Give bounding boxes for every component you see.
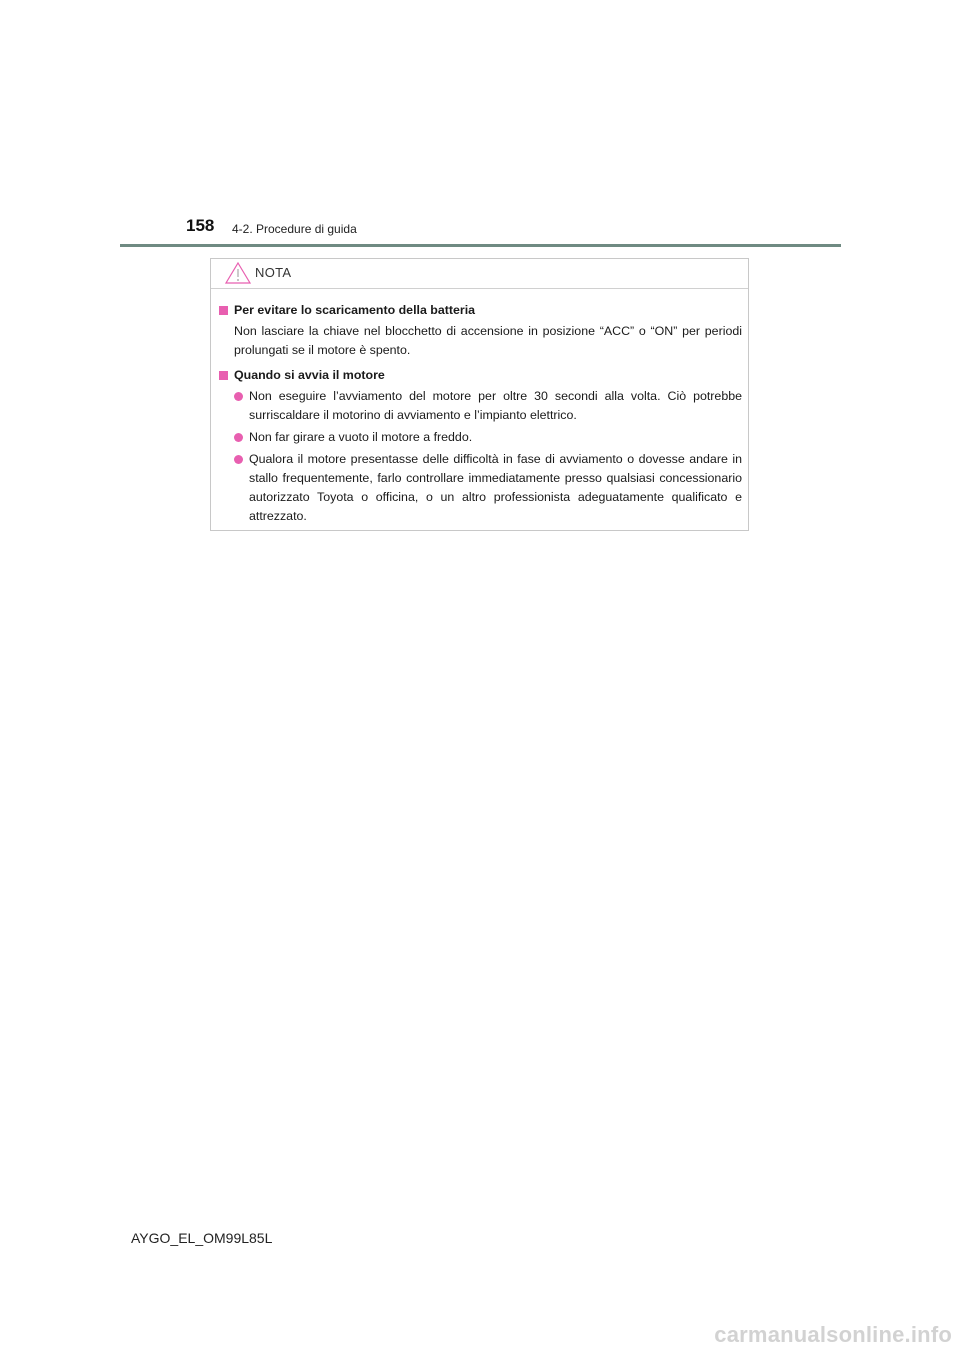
note-header <box>211 259 748 289</box>
page-number: 158 <box>186 216 215 235</box>
heading-text: Quando si avvia il motore <box>234 368 385 382</box>
list-item-text: Non far girare a vuoto il motore a freddo. <box>249 430 473 444</box>
square-bullet-icon <box>219 306 228 315</box>
list-item-text: Non eseguire l’avviamento del motore per oltre 30 secondi alla volta. Ciò potrebbe surriscaldare il motorino di avviamento e l’impianto elettrico. <box>249 389 742 422</box>
note-body <box>211 289 748 526</box>
footer-code: AYGO_EL_OM99L85L <box>131 1230 273 1246</box>
heading-text: Per evitare lo scaricamento della batteria <box>234 303 476 317</box>
round-bullet-icon <box>234 455 243 464</box>
paragraph: Non lasciare la chiave nel blocchetto di accensione in posizione “ACC” o “ON” per periodi prolungati se il motore è spento. <box>234 324 742 357</box>
note-box <box>210 258 749 531</box>
section-heading <box>219 366 742 385</box>
round-bullet-icon <box>234 392 243 401</box>
header-rule <box>120 244 841 247</box>
section-heading <box>219 301 742 320</box>
watermark: carmanualsonline.info <box>714 1322 952 1347</box>
list-item-text: Qualora il motore presentasse delle difficoltà in fase di avviamento o dovesse andare in stallo frequentemente, farlo controllare immediatamente presso qualsiasi concessionario autorizzato Toyota o officina, o un altro professionista adeguatamente qualificato e attrezzato. <box>249 452 742 523</box>
note-label: NOTA <box>255 265 292 280</box>
list-item <box>219 450 742 526</box>
section-title: 4-2. Procedure di guida <box>232 222 357 236</box>
list-item <box>219 428 742 447</box>
square-bullet-icon <box>219 371 228 380</box>
warning-triangle-icon <box>225 262 251 284</box>
list-item <box>219 387 742 425</box>
round-bullet-icon <box>234 433 243 442</box>
